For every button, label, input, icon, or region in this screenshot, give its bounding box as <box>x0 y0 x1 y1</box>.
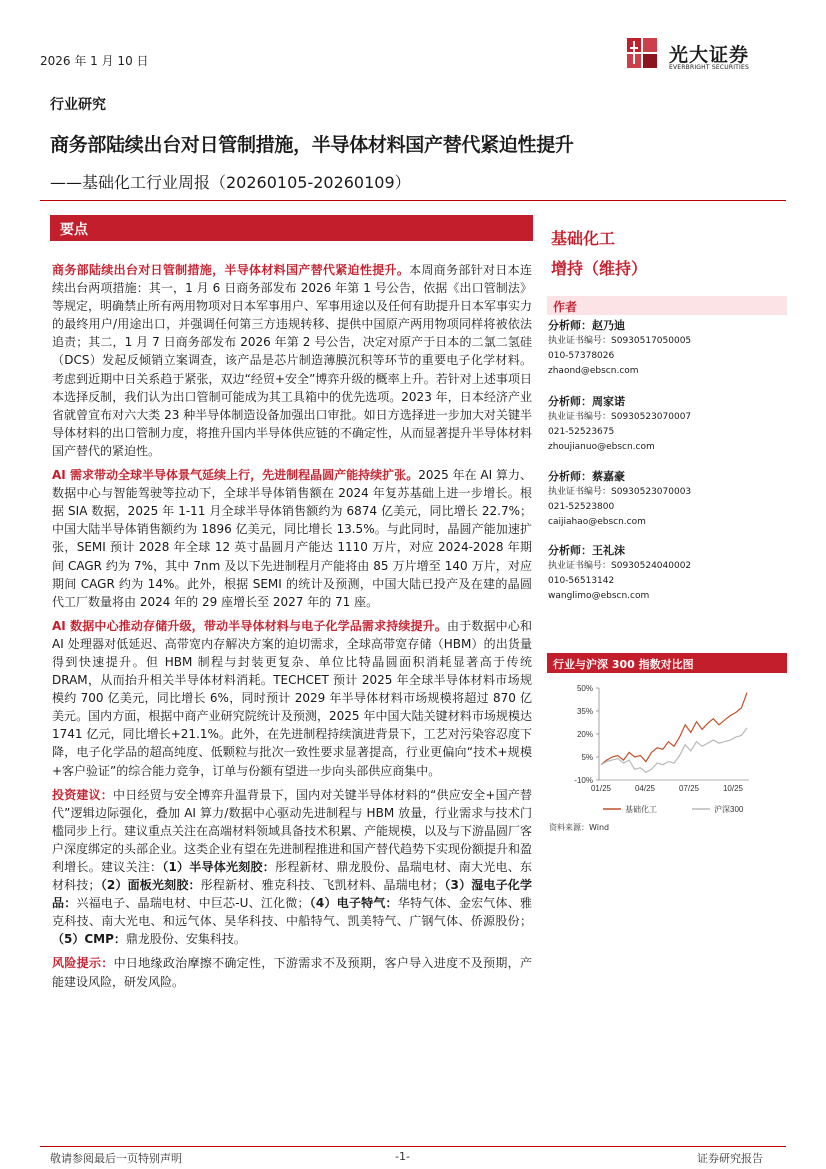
category-4-list: 华特气体、金宏气体、雅克科技、南大光电、和远气体、昊华科技、中船特气、凯美特气、广钢气体、侨源股份； <box>52 896 532 929</box>
risk-warning-text: 中日地缘政治摩擦不确定性，下游需求不及预期，客户导入进度不及预期，产能建设风险，研发风险。 <box>52 956 532 989</box>
investment-advice-lead: 投资建议： <box>52 787 113 802</box>
category-5: （5）CMP： <box>52 932 126 947</box>
legend-label: 基础化工 <box>625 805 657 814</box>
analyst-cert: 执业证书编号：S0930517050005 <box>548 336 692 346</box>
analyst-email[interactable]: zhoujianuo@ebscn.com <box>548 441 655 452</box>
y-tick-label: -10% <box>574 776 593 785</box>
analyst-phone: 021-52523675 <box>548 426 615 437</box>
category-2: （2）面板光刻胶： <box>100 878 201 893</box>
paragraph-1-text: 本周商务部针对日本连续出台两项措施：其一，1 月 6 日商务部发布 2026 年第 1 号公告，依据《出口管制法》等规定，明确禁止所有两用物项对日本军事用户、军事用途以及任何有助提升日本军事实力的最终用户/用途出口，并强调任何第三方违规转移、提供中国原产两用物项同样将被依法追责；其二，1 月 7 日商务部发布 2026 年第 2 号公告，决定对原产于日本的二氯二氢硅（DCS）发起反倾销立案调查，该产品是芯片制造薄膜沉积等环节的重要电子化学材料。考虑到近期中日关系趋于紧张，双边“经贸+安全”博弈升级的概率上升。若针对上述事项日本选择反制，我们认为出口管制可能成为其工具箱中的优先选项。2023 年，日本经济产业省就曾宣布对六大类 23 种半导体制造设备加强出口审批。如日方选择进一步加大对关键半导体材料的出口管制力度，将推升国内半导体供应链的不确定性，从而显著提升半导体材料国产替代的紧迫性。 <box>52 263 533 458</box>
everbright-logo-icon <box>625 36 665 74</box>
analyst-email[interactable]: caijiahao@ebscn.com <box>548 516 646 527</box>
author-label: 作者 <box>553 300 578 314</box>
paragraph-5 <box>52 954 532 990</box>
chart-title: 行业与沪深 300 指数对比图 <box>553 658 694 671</box>
analyst-cert: 执业证书编号：S0930524040002 <box>548 561 692 571</box>
analyst-name: 分析师：王礼沫 <box>548 544 625 557</box>
keypoints-label: 要点 <box>60 222 88 238</box>
page-title: 商务部陆续出台对日管制措施，半导体材料国产替代紧迫性提升 <box>50 134 574 156</box>
y-tick-label: 5% <box>581 753 593 762</box>
analyst-name: 分析师：蔡嘉豪 <box>548 470 625 483</box>
category-5-list: 鼎龙股份、安集科技。 <box>125 932 246 947</box>
category-1: （1）半导体光刻胶： <box>162 860 276 874</box>
chart-source: 资料来源：Wind <box>549 823 610 832</box>
analyst-email[interactable]: wanglimo@ebscn.com <box>548 590 650 601</box>
paragraph-2-text: 2025 年在 AI 算力、数据中心与智能驾驶等拉动下，全球半导体销售额在 2024 年复苏基础上进一步增长。根据 SIA 数据，2025 年 1-11 月全球半导体销售额约为 6874 亿美元，同比增长 22.7%；中国大陆半导体销售额约为 1896 亿美元，同比增长 13.5%。与此同时，晶圆产能加速扩张，SEMI 预计 2028 年全球 12 英寸晶圆月产能达 1110 万片，对应 2024-2028 年期间 CAGR 约为 7%，其中 7nm 及以下先进制程月产能将由 85 万片增至 140 万片，对应期间 CAGR 约为 14%。此外，根据 SEMI 的统计及预测，中国大陆已投产及在建的晶圆代工厂数量将由 2024 年的 29 座增长至 2027 年的 71 座。 <box>52 468 532 609</box>
x-tick-label: 01/25 <box>590 784 612 793</box>
footer-disclaimer: 敬请参阅最后一页特别声明 <box>50 1152 182 1165</box>
paragraph-3 <box>52 617 532 780</box>
page-number: -1- <box>395 1150 410 1163</box>
x-tick-label: 04/25 <box>634 784 656 793</box>
analyst-name: 分析师：赵乃迪 <box>548 319 625 332</box>
category-3-list: 兴福电子、晶瑞电材、中巨芯-U、江化微； <box>76 896 310 911</box>
analyst-cert: 执业证书编号：S0930523070003 <box>548 487 692 497</box>
analyst-phone: 010-57378026 <box>548 350 615 361</box>
y-tick-label: 35% <box>576 707 593 716</box>
paragraph-2 <box>52 466 532 611</box>
header-divider <box>40 200 786 201</box>
risk-warning-lead: 风险提示： <box>52 956 114 971</box>
y-tick-label: 20% <box>576 730 593 739</box>
analyst-card <box>548 318 788 378</box>
logo-name: 光大证券 <box>669 44 750 66</box>
footer-divider <box>40 1146 786 1147</box>
analyst-phone: 021-52523800 <box>548 501 615 512</box>
category-2-list: 彤程新材、雅克科技、飞凯材料、晶瑞电材； <box>200 878 445 893</box>
category-4: （4）电子特气： <box>309 896 398 911</box>
analyst-name: 分析师：周家诺 <box>548 395 625 408</box>
y-tick-label: 50% <box>576 684 593 693</box>
analyst-email[interactable]: zhaond@ebscn.com <box>548 365 639 376</box>
category-1-list: 彤程新材、鼎龙股份、晶瑞电材、南大光电、东材科技； <box>52 860 532 893</box>
paragraph-1 <box>52 261 532 460</box>
paragraph-4 <box>52 786 532 949</box>
comparison-chart <box>547 678 787 820</box>
page-subtitle: ——基础化工行业周报（20260105-20260109） <box>50 173 411 192</box>
report-type: 行业研究 <box>50 97 106 113</box>
series-line-csi300 <box>601 728 747 772</box>
main-content <box>52 261 532 997</box>
footer-report-type: 证券研究报告 <box>697 1152 763 1165</box>
series-line-sector <box>601 693 747 765</box>
keypoints-header <box>50 215 533 241</box>
category-3: （3）湿电子化学品： <box>52 878 532 911</box>
investment-advice-text: 中日经贸与安全博弈升温背景下，国内对关键半导体材料的“供应安全+国产替代”逻辑边际强化，叠加 AI 算力/数据中心驱动先进制程与 HBM 放量，行业需求与技术门槛同步上行。建议重点关注在高端材料领域具备技术积累、产能规模，以及与下游晶圆厂客户深度绑定的头部企业。这类企业有望在先进制程推进和国产替代趋势下实现份额提升和盈利增长。建议关注： <box>52 787 533 874</box>
paragraph-3-lead: AI 数据中心推动存储升级，带动半导体材料与电子化学品需求持续提升。 <box>52 618 448 633</box>
legend-label: 沪深300 <box>714 805 744 814</box>
paragraph-2-lead: AI 需求带动全球半导体景气延续上行，先进制程晶圆产能持续扩张。 <box>52 468 419 483</box>
analyst-card <box>548 394 788 454</box>
sector-name: 基础化工 <box>551 229 616 248</box>
author-header <box>547 296 787 315</box>
analyst-phone: 010-56513142 <box>548 575 615 586</box>
paragraph-3-text: 由于数据中心和 AI 处理器对低延迟、高带宽内存解决方案的迫切需求，全球高带宽存储（HBM）的出货量得到快速提升。但 HBM 制程与封装更复杂、单位比特晶圆面积消耗显著高于传统 DRAM，从而抬升相关半导体材料消耗。TECHCET 预计 2025 年全球半导体材料市场规模约 700 亿美元，同比增长 6%，同时预计 2029 年半导体材料市场规模将超过 870 亿美元。国内方面，根据中商产业研究院统计及预测，2025 年中国大陆关键材料市场规模达 1741 亿元，同比增长+21.1%。此外，在先进制程持续演进背景下，工艺对污染容忍度下降，电子化学品的超高纯度、低颗粒与批次一致性要求显著提高，行业更偏向“技术+规模+客户验证”的综合能力竞争，订单与份额有望进一步向头部供应商集中。 <box>52 618 532 778</box>
x-tick-label: 10/25 <box>722 784 744 793</box>
analyst-card <box>548 543 788 603</box>
paragraph-1-lead: 商务部陆续出台对日管制措施，半导体材料国产替代紧迫性提升。 <box>52 263 410 277</box>
x-tick-label: 07/25 <box>678 784 700 793</box>
analyst-card <box>548 469 788 529</box>
sector-rating: 增持（维持） <box>551 259 648 278</box>
report-date: 2026 年 1 月 10 日 <box>40 54 149 68</box>
logo-subtitle: EVERBRIGHT SECURITIES <box>669 64 749 71</box>
analyst-cert: 执业证书编号：S0930523070007 <box>548 412 692 422</box>
